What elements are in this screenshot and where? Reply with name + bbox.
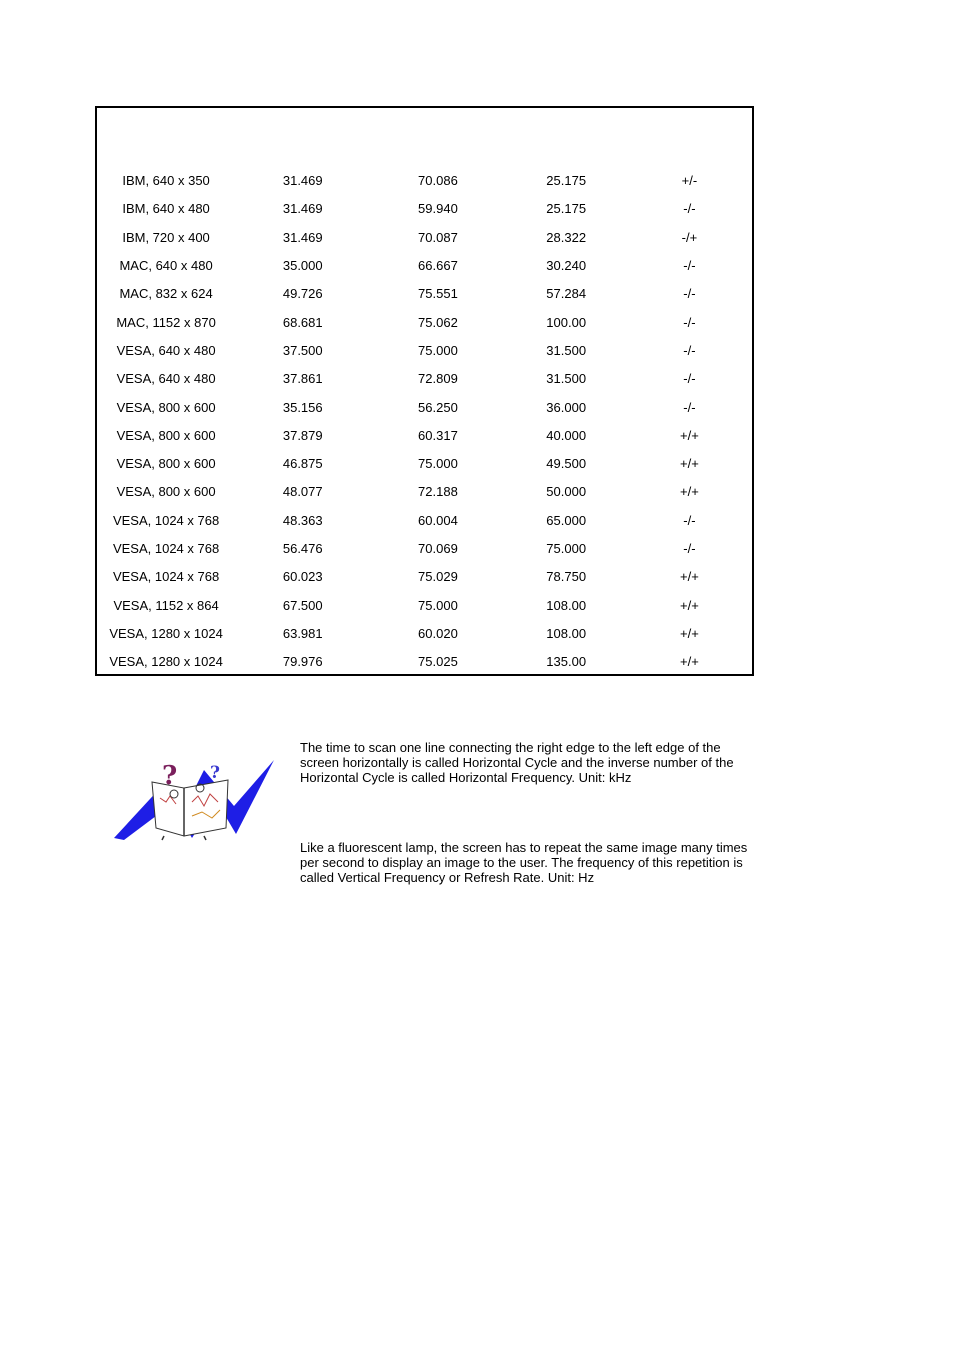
vertical-frequency-cell: 75.025 — [418, 654, 458, 670]
vertical-frequency-cell: 59.940 — [418, 201, 458, 217]
sync-polarity-cell: -/- — [683, 258, 696, 274]
horizontal-frequency-cell: 31.469 — [282, 229, 323, 245]
display-mode-cell: VESA, 800 x 600 — [116, 427, 216, 443]
sync-polarity-cell: -/- — [683, 541, 696, 556]
vertical-frequency-cell: 75.000 — [418, 342, 458, 358]
sync-polarity-cell: -/+ — [681, 229, 698, 245]
display-mode-cell: VESA, 1024 x 768 — [112, 569, 220, 585]
timing-table-frame — [95, 106, 754, 676]
pixel-clock-cell: 31.500 — [546, 371, 587, 387]
horizontal-frequency-cell: 46.875 — [282, 456, 323, 472]
display-mode-cell: VESA, 800 x 600 — [116, 456, 216, 472]
horizontal-frequency-cell: 68.681 — [282, 314, 323, 330]
horizontal-frequency-cell: 60.023 — [282, 569, 323, 585]
vertical-frequency-cell: 75.000 — [418, 456, 458, 472]
pixel-clock-cell: 30.240 — [546, 258, 587, 274]
pixel-clock-cell: 40.000 — [546, 427, 587, 443]
sync-polarity-cell: -/- — [683, 201, 696, 217]
sync-polarity-cell: -/- — [683, 286, 696, 302]
vertical-frequency-cell: 72.809 — [418, 371, 458, 387]
pixel-clock-cell: 31.500 — [546, 342, 587, 358]
table-row — [97, 280, 752, 308]
pixel-clock-cell: 50.000 — [546, 484, 587, 500]
pixel-clock-cell: 135.00 — [546, 654, 587, 670]
pixel-clock-cell: 100.00 — [546, 314, 587, 330]
horizontal-frequency-cell: 31.469 — [282, 173, 323, 189]
display-mode-cell: VESA, 640 x 480 — [116, 342, 216, 358]
sync-polarity-cell: +/- — [681, 173, 698, 189]
timing-table-body — [97, 167, 752, 676]
table-row — [97, 591, 752, 619]
sync-polarity-cell: -/- — [683, 399, 696, 415]
pixel-clock-cell: 25.175 — [546, 173, 587, 189]
horizontal-frequency-cell: 35.156 — [282, 399, 323, 415]
horizontal-frequency-cell: 48.363 — [282, 512, 323, 528]
sync-polarity-cell: +/+ — [680, 456, 699, 472]
vertical-frequency-cell: 60.317 — [418, 427, 458, 443]
vertical-frequency-cell: 75.551 — [418, 286, 458, 302]
table-row — [97, 422, 752, 450]
horizontal-frequency-cell: 79.976 — [282, 654, 323, 670]
horizontal-frequency-note: The time to scan one line connecting the right edge to the left edge of the screen horizontally is called Horizontal Cycle and the inverse number of the Horizontal Cycle is called Horizontal Frequency. Unit: kHz — [300, 740, 734, 785]
table-row — [97, 252, 752, 280]
vertical-frequency-cell: 75.062 — [418, 314, 458, 330]
table-row — [97, 167, 752, 195]
sync-polarity-cell: +/+ — [680, 427, 699, 443]
horizontal-frequency-cell: 67.500 — [282, 597, 323, 613]
horizontal-frequency-cell: 63.981 — [282, 625, 323, 641]
horizontal-frequency-cell: 31.469 — [282, 201, 323, 217]
pixel-clock-cell: 36.000 — [546, 399, 587, 415]
vertical-frequency-cell: 56.250 — [418, 399, 458, 415]
sync-polarity-cell: -/- — [683, 342, 696, 358]
timing-table — [97, 167, 752, 676]
vertical-frequency-cell: 75.000 — [418, 597, 458, 613]
vertical-frequency-cell: 70.069 — [418, 541, 458, 556]
table-row — [97, 648, 752, 676]
horizontal-frequency-cell: 37.500 — [282, 342, 323, 358]
pixel-clock-cell: 49.500 — [546, 456, 587, 472]
table-row — [97, 507, 752, 535]
horizontal-frequency-cell: 49.726 — [282, 286, 323, 302]
sync-polarity-cell: +/+ — [680, 484, 699, 500]
table-row — [97, 393, 752, 421]
table-row — [97, 224, 752, 252]
table-row — [97, 563, 752, 591]
sync-polarity-cell: -/- — [683, 314, 696, 330]
pixel-clock-cell: 108.00 — [546, 625, 587, 641]
sync-polarity-cell: -/- — [683, 371, 696, 387]
display-mode-cell: IBM, 640 x 480 — [122, 201, 210, 217]
vertical-frequency-cell: 75.029 — [418, 569, 458, 585]
vertical-frequency-cell: 60.004 — [418, 512, 458, 528]
display-mode-cell: VESA, 1280 x 1024 — [109, 654, 223, 670]
table-row — [97, 620, 752, 648]
table-row — [97, 337, 752, 365]
vertical-frequency-cell: 60.020 — [418, 625, 458, 641]
horizontal-frequency-cell: 56.476 — [282, 541, 323, 556]
sync-polarity-cell: +/+ — [680, 654, 699, 670]
table-row — [97, 478, 752, 506]
pixel-clock-cell: 78.750 — [546, 569, 587, 585]
pixel-clock-cell: 75.000 — [546, 541, 587, 556]
table-row — [97, 308, 752, 336]
table-row — [97, 195, 752, 223]
display-mode-cell: MAC, 832 x 624 — [119, 286, 213, 302]
display-mode-cell: VESA, 1280 x 1024 — [109, 625, 223, 641]
svg-text:?: ? — [162, 761, 178, 791]
sync-polarity-cell: +/+ — [680, 569, 699, 585]
display-mode-cell: VESA, 800 x 600 — [116, 399, 216, 415]
vertical-frequency-cell: 70.087 — [418, 229, 458, 245]
sync-polarity-cell: +/+ — [680, 597, 699, 613]
table-row — [97, 535, 752, 563]
horizontal-frequency-cell: 37.879 — [282, 427, 323, 443]
display-mode-cell: MAC, 1152 x 870 — [116, 314, 216, 330]
display-mode-cell: MAC, 640 x 480 — [119, 258, 213, 274]
display-mode-cell: IBM, 720 x 400 — [122, 229, 210, 245]
vertical-frequency-cell: 70.086 — [418, 173, 458, 189]
horizontal-frequency-cell: 35.000 — [282, 258, 323, 274]
vertical-frequency-note: Like a fluorescent lamp, the screen has to repeat the same image many times per second to display an image to the user. The frequency of this repetition is called Vertical Frequency or Refresh Rate. Unit: Hz — [300, 840, 748, 885]
horizontal-frequency-cell: 37.861 — [282, 371, 323, 387]
question-book-icon — [112, 758, 276, 842]
pixel-clock-cell: 28.322 — [546, 229, 587, 245]
sync-polarity-cell: +/+ — [680, 625, 699, 641]
display-mode-cell: VESA, 1152 x 864 — [113, 597, 219, 613]
sync-polarity-cell: -/- — [683, 512, 696, 528]
display-mode-cell: VESA, 800 x 600 — [116, 484, 216, 500]
pixel-clock-cell: 25.175 — [546, 201, 587, 217]
pixel-clock-cell: 108.00 — [546, 597, 587, 613]
horizontal-frequency-cell: 48.077 — [282, 484, 323, 500]
display-mode-cell: IBM, 640 x 350 — [122, 173, 210, 189]
svg-text:?: ? — [210, 763, 220, 783]
pixel-clock-cell: 57.284 — [546, 286, 587, 302]
vertical-frequency-cell: 66.667 — [418, 258, 458, 274]
display-mode-cell: VESA, 1024 x 768 — [112, 512, 220, 528]
vertical-frequency-cell: 72.188 — [418, 484, 458, 500]
table-row — [97, 365, 752, 393]
table-row — [97, 450, 752, 478]
display-mode-cell: VESA, 640 x 480 — [116, 371, 216, 387]
display-mode-cell: VESA, 1024 x 768 — [112, 541, 220, 556]
pixel-clock-cell: 65.000 — [546, 512, 587, 528]
